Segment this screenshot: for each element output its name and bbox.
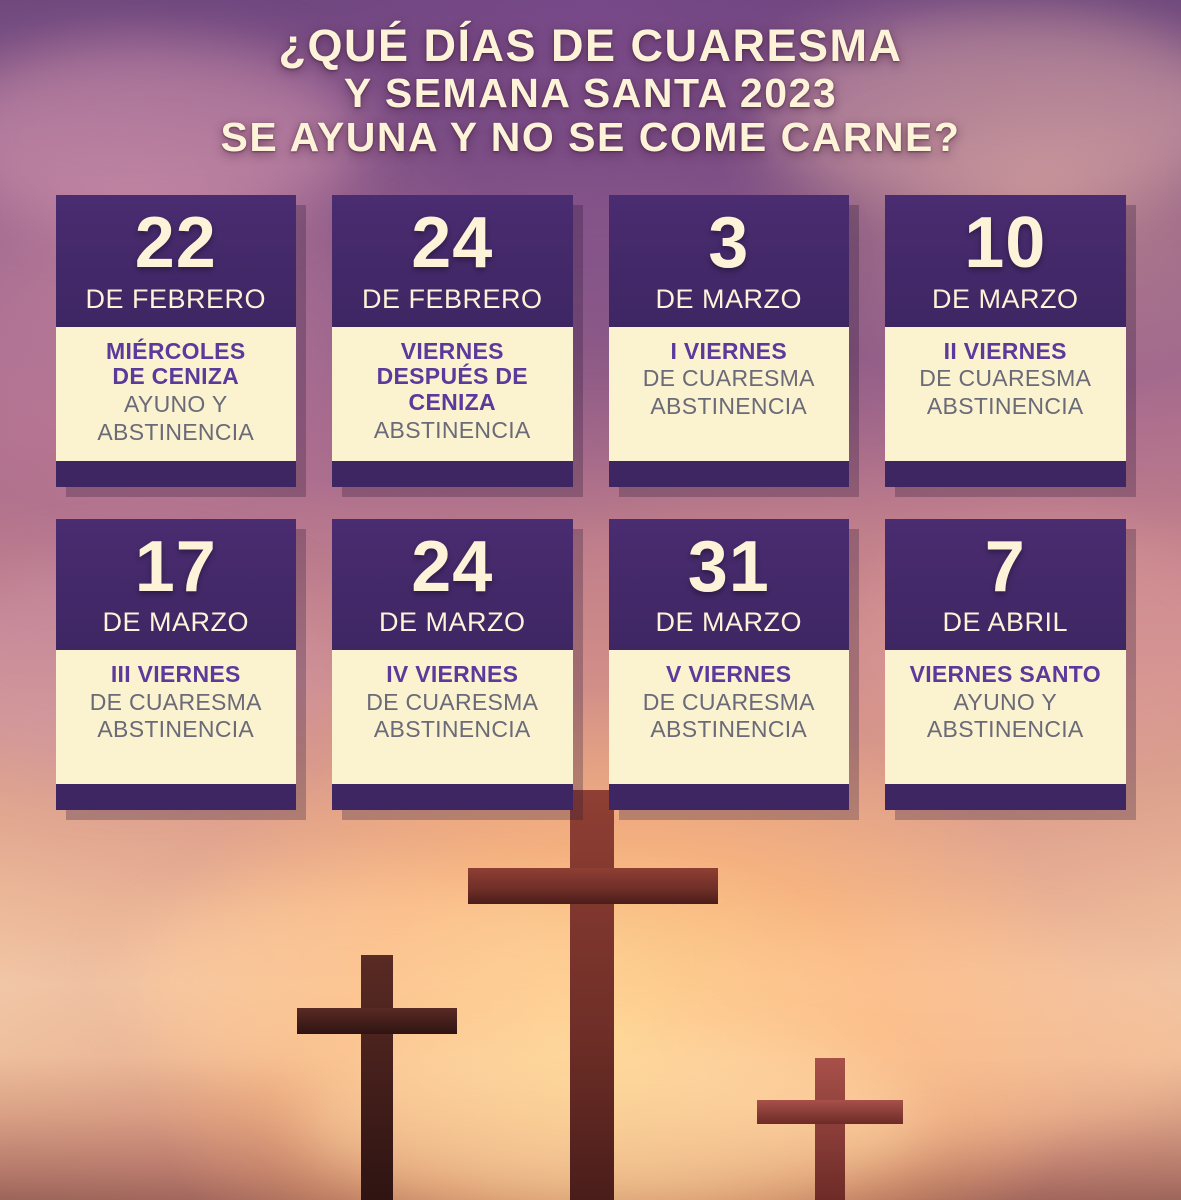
date-title-line-1: IV VIERNES [386, 660, 519, 687]
date-card-body [885, 650, 1126, 784]
date-title-line-2: DE CENIZA [112, 363, 240, 390]
title-line-1: ¿QUÉ DÍAS DE CUARESMA [278, 20, 903, 71]
date-sub-line-1: ABSTINENCIA [373, 416, 531, 443]
date-card-body [332, 650, 573, 784]
date-sub-line-2: ABSTINENCIA [650, 393, 808, 420]
date-day-number: 17 [134, 526, 217, 607]
date-card [885, 519, 1126, 810]
poster-title [0, 0, 1181, 159]
date-card-footer [332, 784, 573, 810]
date-title-line-3: CENIZA [408, 389, 496, 416]
date-title-line-1: VIERNES SANTO [909, 660, 1101, 687]
date-card [885, 195, 1126, 486]
date-month-label: DE ABRIL [942, 606, 1069, 637]
date-card-body [56, 327, 297, 461]
date-month-label: DE MARZO [655, 606, 802, 637]
date-month-label: DE FEBRERO [361, 283, 543, 314]
date-month-label: DE FEBRERO [85, 283, 267, 314]
date-month-label: DE MARZO [378, 606, 526, 637]
date-card-header [609, 195, 850, 326]
date-card-header [885, 519, 1126, 650]
date-card-header [332, 519, 573, 650]
date-card [332, 519, 573, 810]
date-card-footer [332, 461, 573, 487]
date-card-header [56, 519, 297, 650]
date-day-number: 24 [411, 526, 494, 607]
date-month-label: DE MARZO [655, 283, 802, 314]
date-sub-line-2: ABSTINENCIA [97, 418, 255, 445]
date-title-line-1: II VIERNES [943, 337, 1067, 364]
date-card [56, 519, 297, 810]
title-line-3: SE AYUNA Y NO SE COME CARNE? [220, 113, 961, 160]
date-card-body [609, 650, 850, 784]
date-sub-line-2: ABSTINENCIA [926, 716, 1084, 743]
date-sub-line-1: AYUNO Y [953, 688, 1057, 715]
date-day-number: 10 [964, 203, 1047, 284]
title-line-2: Y SEMANA SANTA 2023 [343, 69, 838, 116]
date-card [332, 195, 573, 486]
date-card [609, 195, 850, 486]
date-title-line-1: III VIERNES [110, 660, 241, 687]
date-card-header [56, 195, 297, 326]
date-day-number: 3 [708, 203, 750, 284]
date-month-label: DE MARZO [102, 606, 249, 637]
date-day-number: 31 [687, 526, 770, 607]
cloud-decoration [300, 1030, 920, 1200]
date-card-body [885, 327, 1126, 461]
date-sub-line-1: AYUNO Y [124, 391, 228, 418]
date-card-footer [609, 784, 850, 810]
cross-right [757, 1058, 903, 1200]
date-day-number: 24 [411, 203, 494, 284]
cross-left [297, 955, 457, 1200]
date-day-number: 22 [134, 203, 217, 284]
date-card-footer [609, 461, 850, 487]
cloud-decoration [640, 930, 1181, 1150]
date-card-body [56, 650, 297, 784]
date-title-line-1: MIÉRCOLES [106, 337, 246, 364]
cloud-decoration [120, 880, 640, 1080]
date-card [56, 195, 297, 486]
dates-grid [56, 195, 1126, 810]
date-card-footer [885, 784, 1126, 810]
date-card-header [609, 519, 850, 650]
date-sub-line-2: ABSTINENCIA [97, 716, 255, 743]
date-title-line-1: I VIERNES [670, 337, 787, 364]
cross-center [468, 790, 718, 1200]
three-crosses-silhouette [0, 780, 1181, 1200]
date-sub-line-1: DE CUARESMA [642, 688, 815, 715]
date-card-footer [56, 784, 297, 810]
date-card-footer [56, 461, 297, 487]
date-sub-line-1: DE CUARESMA [919, 365, 1092, 392]
date-sub-line-1: DE CUARESMA [89, 688, 262, 715]
date-card-body [332, 327, 573, 461]
date-card-body [609, 327, 850, 461]
date-card-header [885, 195, 1126, 326]
date-sub-line-1: DE CUARESMA [642, 365, 815, 392]
date-sub-line-2: ABSTINENCIA [373, 716, 531, 743]
date-card [609, 519, 850, 810]
date-card-footer [885, 461, 1126, 487]
date-day-number: 7 [984, 526, 1026, 607]
date-title-line-1: VIERNES [400, 337, 504, 364]
date-title-line-1: V VIERNES [666, 660, 792, 687]
date-card-header [332, 195, 573, 326]
date-sub-line-2: ABSTINENCIA [650, 716, 808, 743]
date-sub-line-1: DE CUARESMA [366, 688, 539, 715]
date-title-line-2: DESPUÉS DE [376, 363, 528, 390]
date-sub-line-2: ABSTINENCIA [926, 393, 1084, 420]
date-month-label: DE MARZO [931, 283, 1079, 314]
